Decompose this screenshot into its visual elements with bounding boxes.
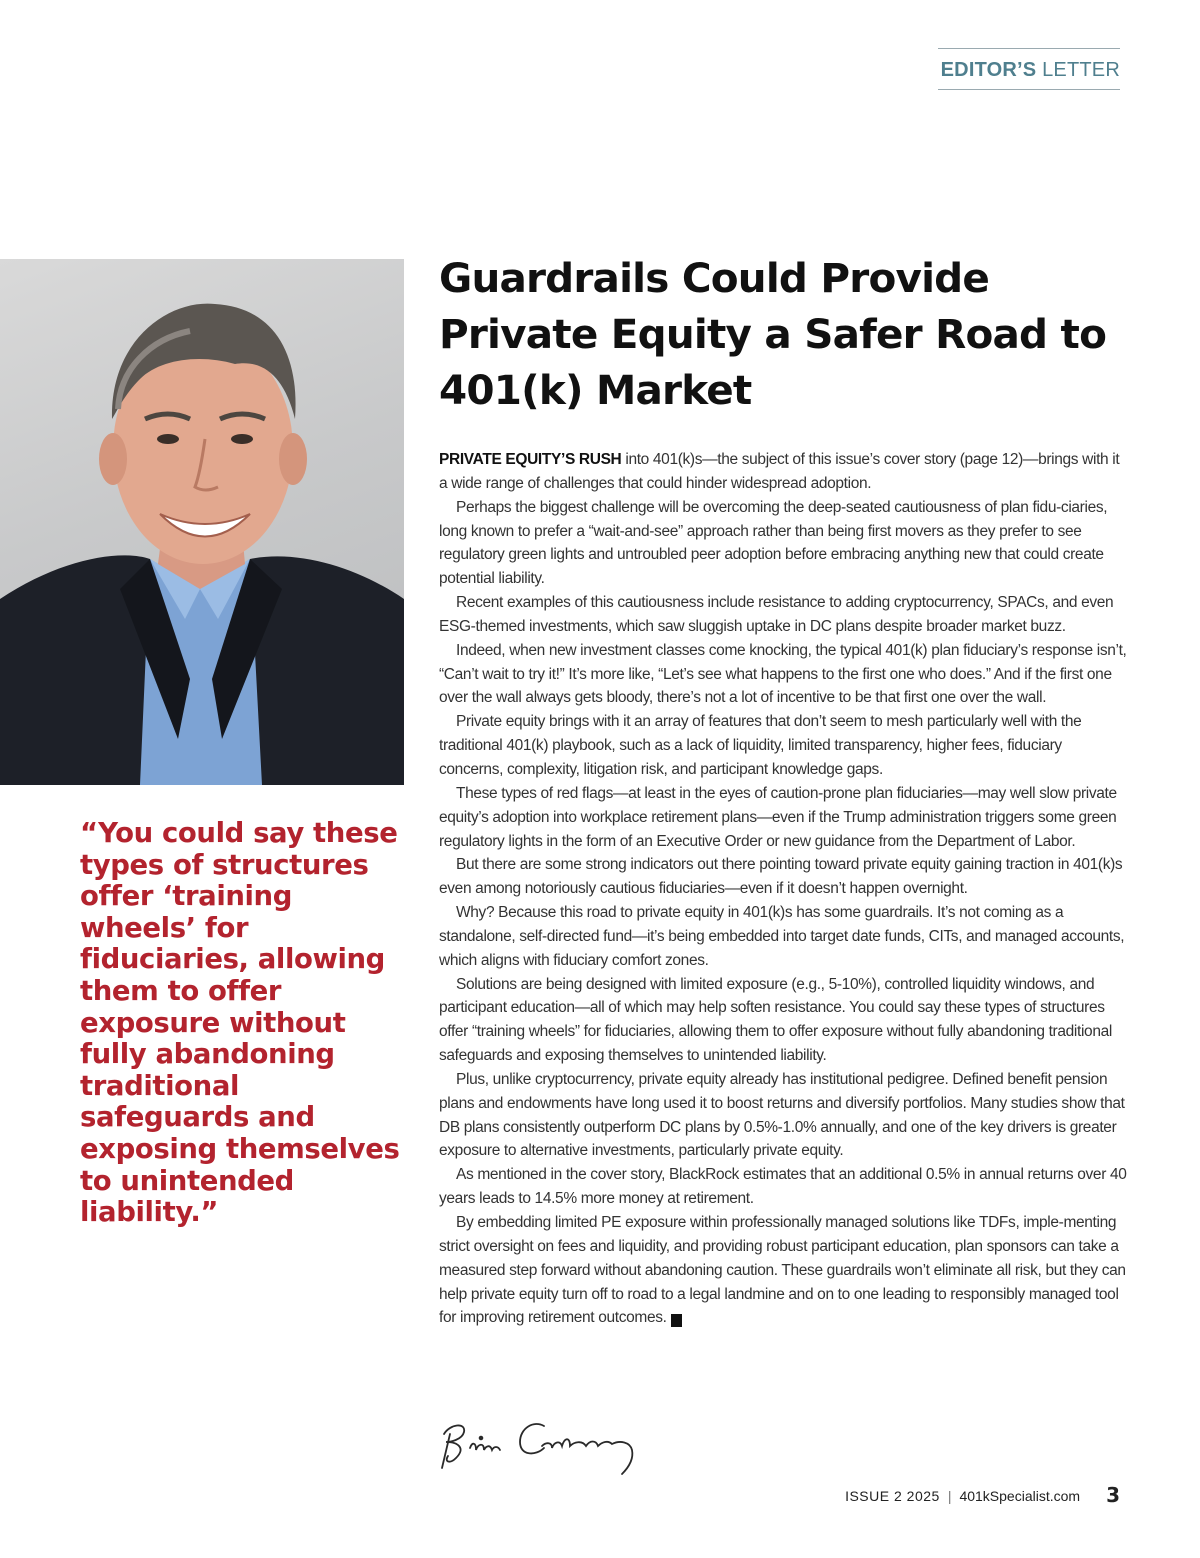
end-mark-icon: K [671, 1314, 682, 1327]
section-label-bold: EDITOR’S [940, 59, 1037, 81]
paragraph: Plus, unlike cryptocurrency, private equity already has institutional pedigree. Defined benefit pension plans and endowments have long used it to boost returns and diversify portfolios. Many studies show that DB plans consistently outperform DC plans by 0.5%-1.0% annually, and one of the key drivers is greater exposure to alternative investments, particularly private equity. [439, 1070, 1125, 1160]
paragraph: As mentioned in the cover story, BlackRock estimates that an additional 0.5% in annual returns over 40 years leads to 14.5% more money at retirement. [439, 1166, 1127, 1208]
paragraph: But there are some strong indicators out there pointing toward private equity gaining traction in 401(k)s even among notoriously cautious fiduciaries—even if it doesn’t happen overnight. [439, 856, 1123, 898]
footer-separator: | [947, 1488, 952, 1504]
section-header [938, 48, 1120, 90]
paragraph: Recent examples of this cautiousness include resistance to adding cryptocurrency, SPACs, and even ESG-themed investments, which saw sluggish uptake in DC plans despite broader market buzz. [439, 594, 1114, 635]
paragraph: Private equity brings with it an array of features that don’t seem to mesh particularly well with the traditional 401(k) playbook, such as a lack of liquidity, limited transparency, higher fees, fiduciary concerns, complexity, litigation risk, and participant knowledge gaps. [439, 713, 1082, 778]
paragraph: PRIVATE EQUITY’S RUSH into 401(k)s—the subject of this issue’s cover story (page 12)—brings with it a wide range of challenges that could hinder widespread adoption. [439, 451, 1120, 492]
issue-label: ISSUE 2 2025 [845, 1488, 940, 1504]
pull-quote: “You could say these types of structures offer ‘training wheels’ for fiduciaries, allowing them to offer exposure without fully abandoning traditional safeguards and exposing themselves to unintended liability.” [80, 817, 400, 1229]
paragraph: These types of red flags—at least in the eyes of caution-prone plan fiduciaries—may well slow private equity’s adoption into workplace retirement plans—even if the Trump administration triggers some green regulatory lights in the form of an Executive Order or new guidance from the Department of Labor. [439, 784, 1117, 850]
paragraph: Why? Because this road to private equity in 401(k)s has some guardrails. It’s not coming as a standalone, self-directed fund—it’s being embedded into target date funds, CITs, and managed accounts, which aligns with fiduciary comfort zones. [439, 904, 1125, 969]
paragraph: Indeed, when new investment classes come knocking, the typical 401(k) plan fiduciary’s response isn’t, “Can’t wait to try it!” It’s more like, “Let’s see what happens to the first one who does.” And if the first one over the wall always gets bloody, there’s not a lot of incentive to be that first one over the wall. [439, 641, 1127, 707]
lead-in: PRIVATE EQUITY’S RUSH [439, 451, 622, 468]
paragraph: By embedding limited PE exposure within professionally managed solutions like TDFs, imple-menting strict oversight on fees and liquidity, and providing robust participant education, plan sponsors can take a measured step forward without abandoning caution. These guardrails won’t eliminate all risk, but they can help private equity turn off to road to a legal landmine and on to one leading to responsibly managed tool for improving retirement outcomes. K [439, 1214, 1126, 1327]
paragraph: Perhaps the biggest challenge will be overcoming the deep-seated cautiousness of plan fidu-ciaries, long known to prefer a “wait-and-see” approach rather than being first movers as they prefer to see regulatory green lights and untroubled peer adoption before embracing anything new that could create potential liability. [439, 498, 1108, 588]
section-label-light: LETTER [1042, 59, 1120, 81]
website-link[interactable]: 401kSpecialist.com [959, 1488, 1081, 1504]
paragraph: Solutions are being designed with limited exposure (e.g., 5-10%), controlled liquidity windows, and participant education—all of which may help soften resistance. You could say these types of structures offer “training wheels” for fiduciaries, allowing them to offer exposure without fully abandoning traditional safeguards and exposing themselves to unintended liability. [439, 975, 1112, 1065]
page-footer [700, 1482, 1120, 1512]
article-headline: Guardrails Could Provide Private Equity a Safer Road to 401(k) Market [439, 254, 1107, 414]
article-body [439, 448, 1129, 1330]
author-photo [0, 259, 404, 785]
page-number: 3 [1106, 1483, 1120, 1507]
signature [436, 1412, 646, 1482]
